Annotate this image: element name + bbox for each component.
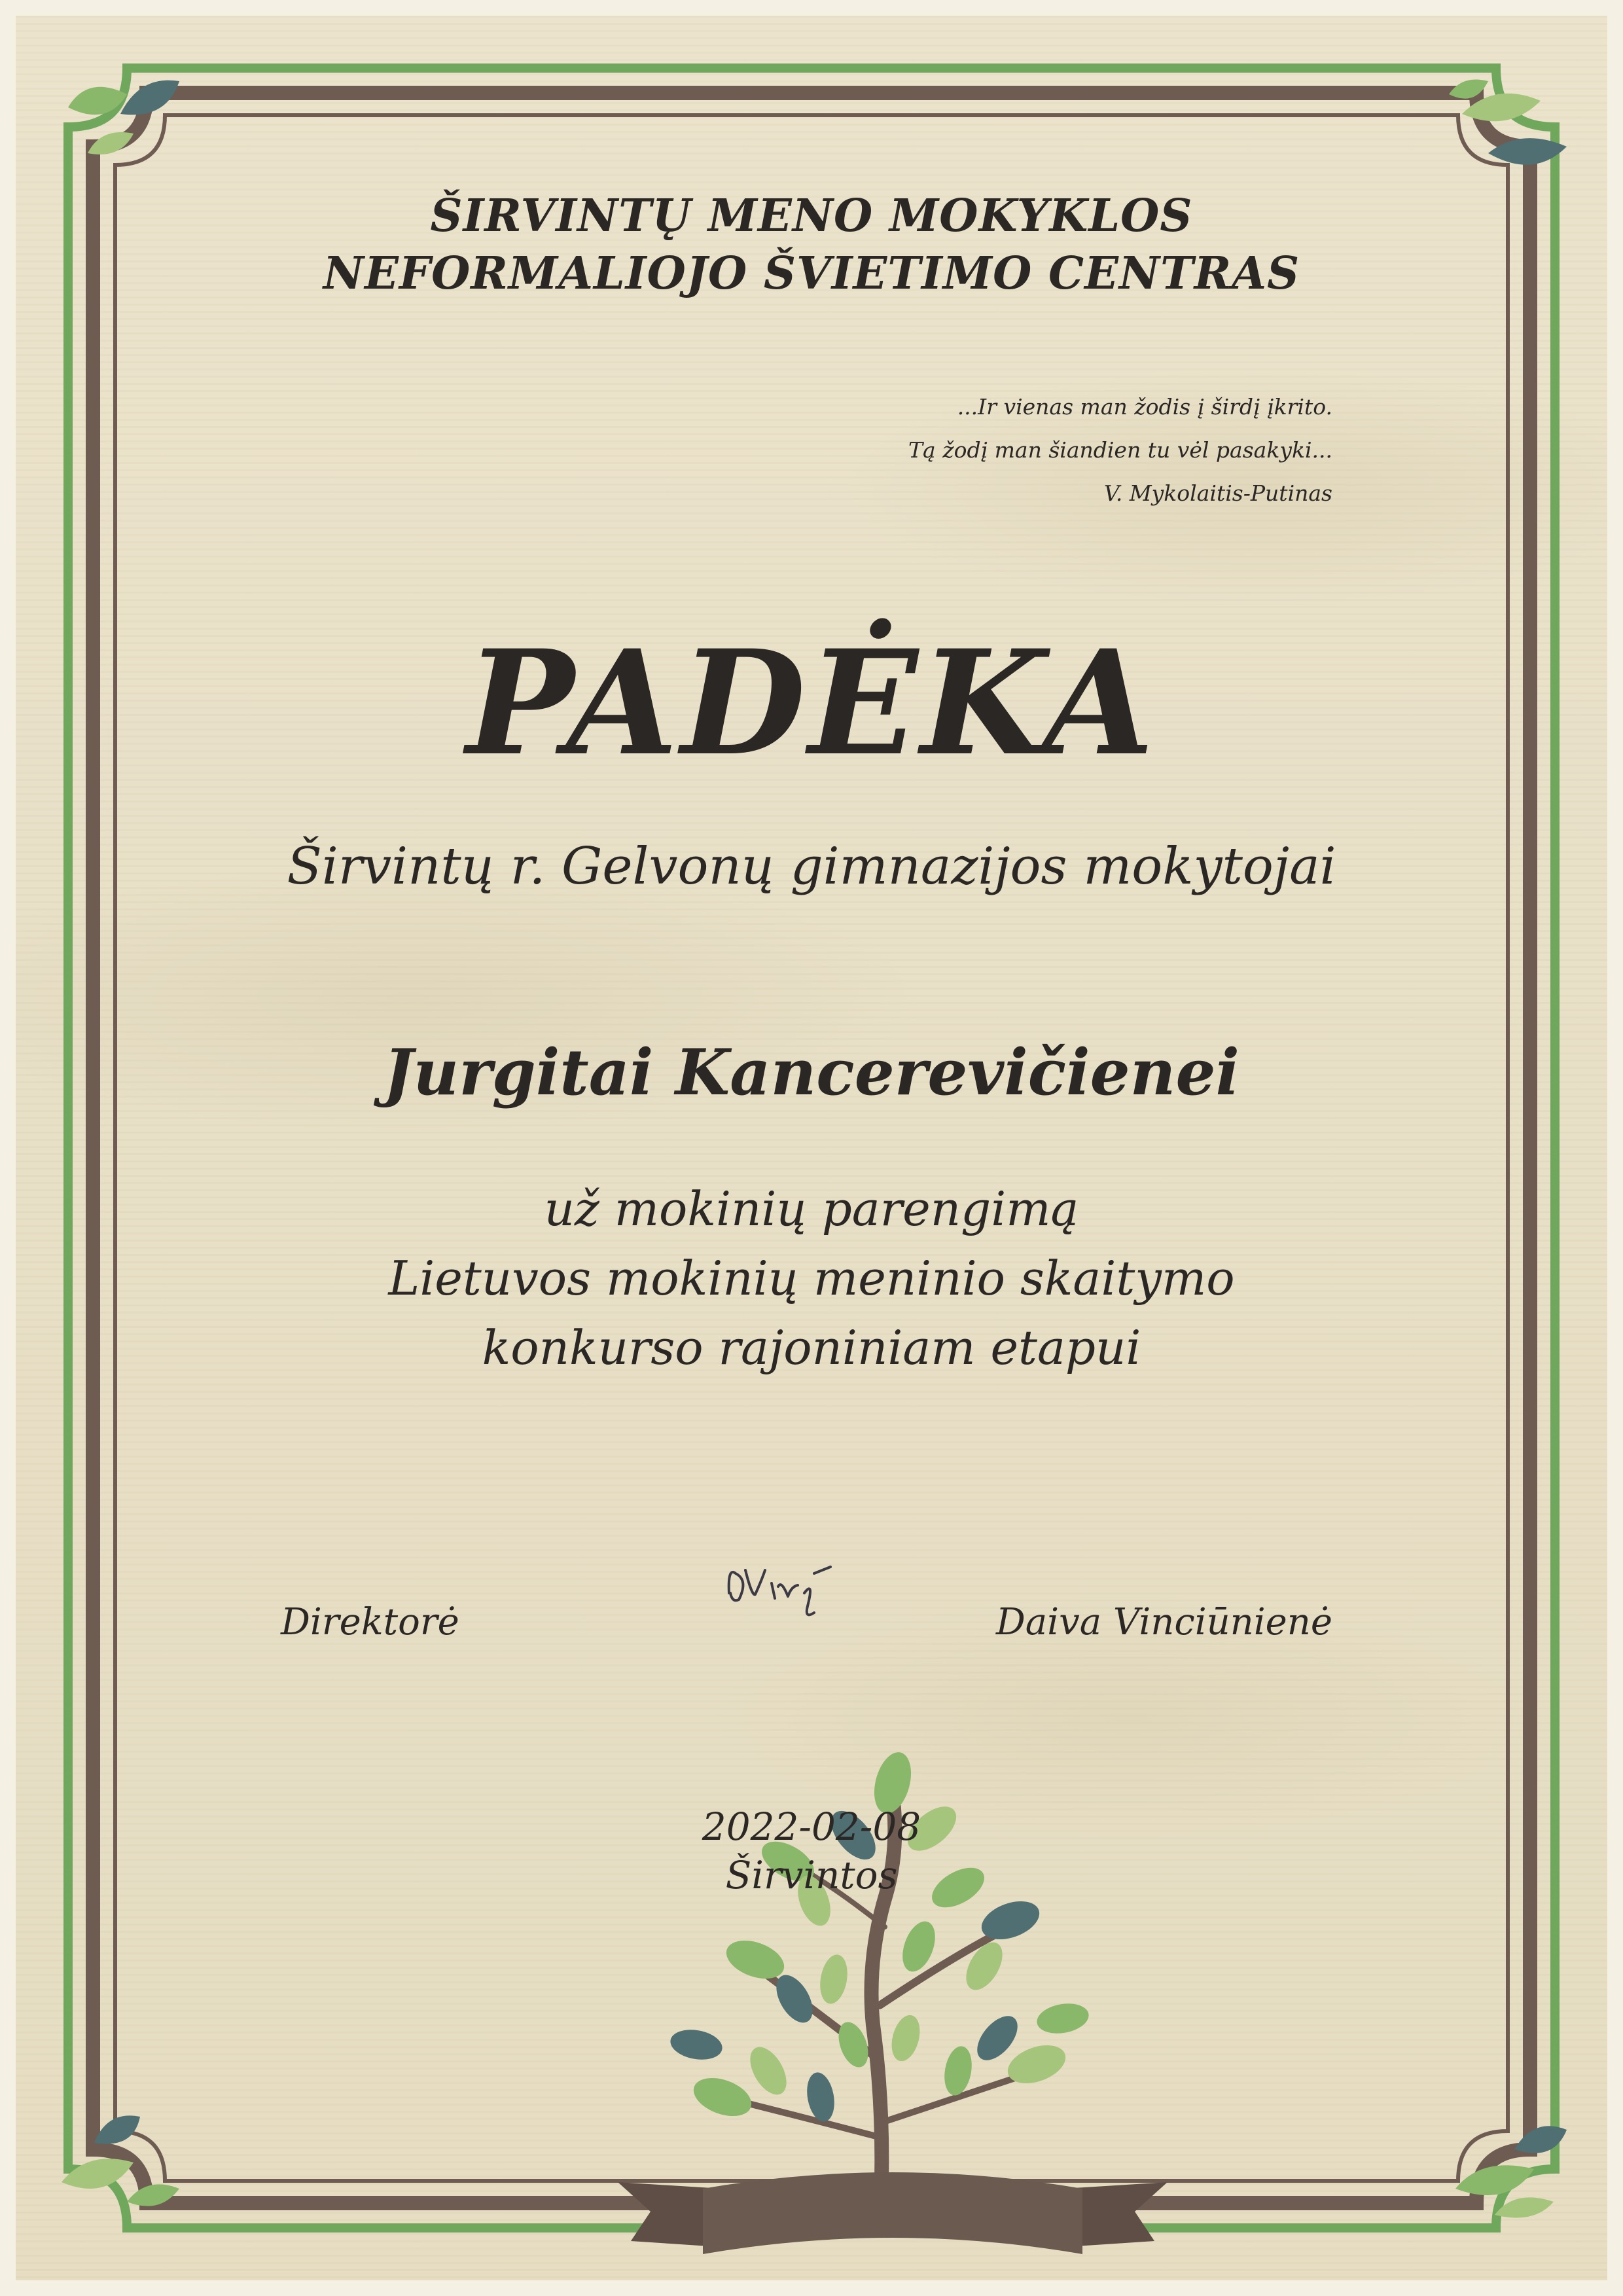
signer-name: Daiva Vinciūnienė [995,1601,1332,1643]
ribbon-banner [618,2172,1168,2254]
epigraph-line-1: ...Ir vienas man žodis į širdį įkrito. [957,394,1332,420]
issue-date: 2022-02-08 [702,1804,921,1849]
signature [716,1547,847,1626]
reason-line-3: konkurso rajoniniam etapui [482,1320,1141,1375]
institution-line-1: ŠIRVINTŲ MENO MOKYKLOS [430,190,1193,242]
recipient-description: Širvintų r. Gelvonų gimnazijos mokytojai [287,837,1336,896]
epigraph-line-2: Tą žodį man šiandien tu vėl pasakyki... [908,437,1332,463]
institution-name [16,187,1607,302]
leaf-corner-icon [1442,75,1573,186]
epigraph-author: V. Mykolaitis-Putinas [1103,480,1332,506]
certificate-title: PADĖKA [466,618,1157,787]
leaf-corner-icon [55,2104,186,2221]
leaf-corner-icon [62,68,192,173]
award-reason [16,1174,1607,1382]
recipient-name: Jurgitai Kancerevičienei [383,1035,1240,1109]
institution-line-2: NEFORMALIOJO ŠVIETIMO CENTRAS [323,247,1300,300]
reason-line-2: Lietuvos mokinių meninio skaitymo [388,1251,1235,1306]
reason-line-1: už mokinių parengimą [544,1181,1079,1236]
epigraph [678,386,1332,515]
signer-role: Direktorė [281,1601,459,1643]
issue-place: Širvintos [725,1853,898,1897]
date-and-place [16,1803,1607,1899]
leaf-corner-icon [1436,2110,1573,2228]
certificate-page [16,16,1607,2280]
